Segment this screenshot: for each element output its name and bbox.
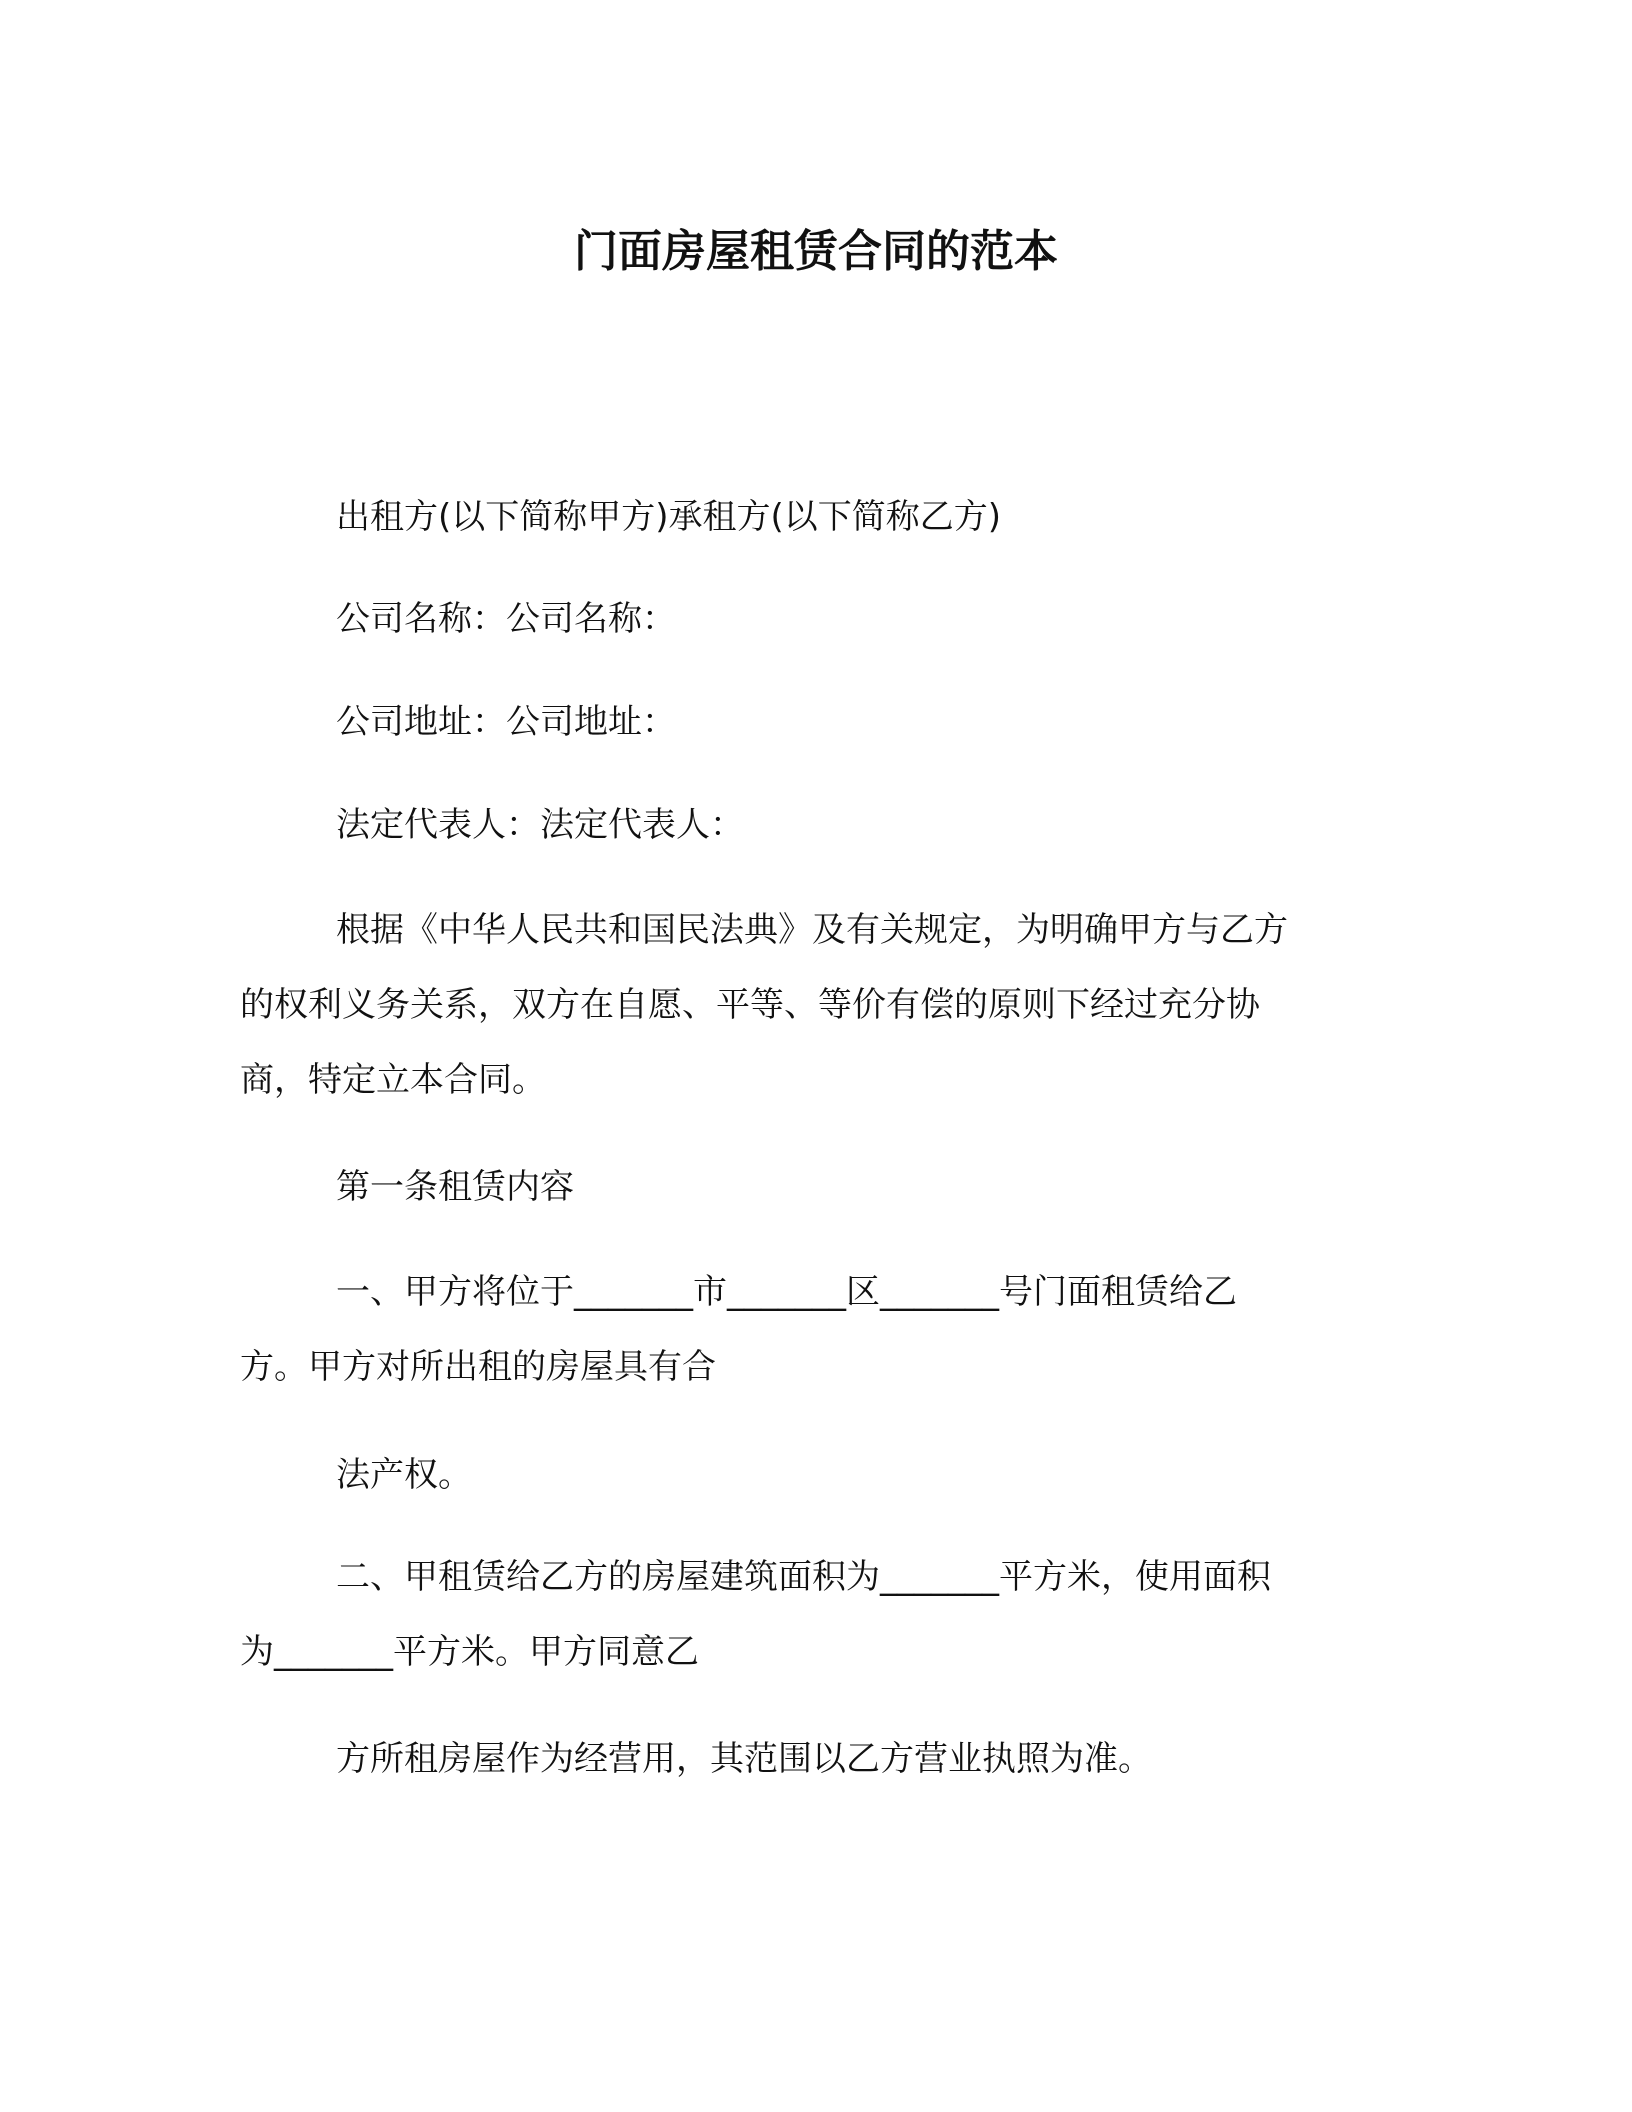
paragraph-line: 法定代表人：法定代表人：: [336, 805, 744, 845]
parties-paragraph: [240, 480, 1380, 555]
paragraph-line: 第一条租赁内容: [336, 1167, 574, 1207]
paragraph-line: 为_______平方米。甲方同意乙: [240, 1632, 699, 1672]
contract-basis-paragraph: [240, 893, 1380, 1118]
legal-representative-paragraph: [240, 788, 1380, 863]
document-title: 门面房屋租赁合同的范本: [574, 226, 1058, 277]
company-address-paragraph: [240, 685, 1380, 760]
paragraph-line: 方。甲方对所出租的房屋具有合: [240, 1347, 716, 1387]
clause-two-continuation: [240, 1722, 1380, 1797]
clause-two-paragraph: [240, 1540, 1380, 1690]
paragraph-line: 出租方(以下简称甲方)承租方(以下简称乙方): [336, 497, 1002, 537]
paragraph-line: 商，特定立本合同。: [240, 1060, 546, 1100]
clause-one-continuation: [240, 1438, 1380, 1513]
paragraph-line: 根据《中华人民共和国民法典》及有关规定，为明确甲方与乙方: [336, 910, 1288, 950]
paragraph-line: 方所租房屋作为经营用，其范围以乙方营业执照为准。: [336, 1739, 1152, 1779]
paragraph-line: 的权利义务关系，双方在自愿、平等、等价有偿的原则下经过充分协: [240, 985, 1260, 1025]
paragraph-line: 法产权。: [336, 1455, 472, 1495]
company-name-paragraph: [240, 582, 1380, 657]
article-heading: [240, 1150, 1380, 1225]
paragraph-line: 公司名称：公司名称：: [336, 599, 676, 639]
paragraph-line: 公司地址：公司地址：: [336, 702, 676, 742]
paragraph-line: 二、甲租赁给乙方的房屋建筑面积为_______平方米，使用面积: [336, 1557, 1271, 1597]
clause-one-paragraph: [240, 1255, 1380, 1405]
paragraph-line: 一、甲方将位于_______市_______区_______号门面租赁给乙: [336, 1272, 1237, 1312]
